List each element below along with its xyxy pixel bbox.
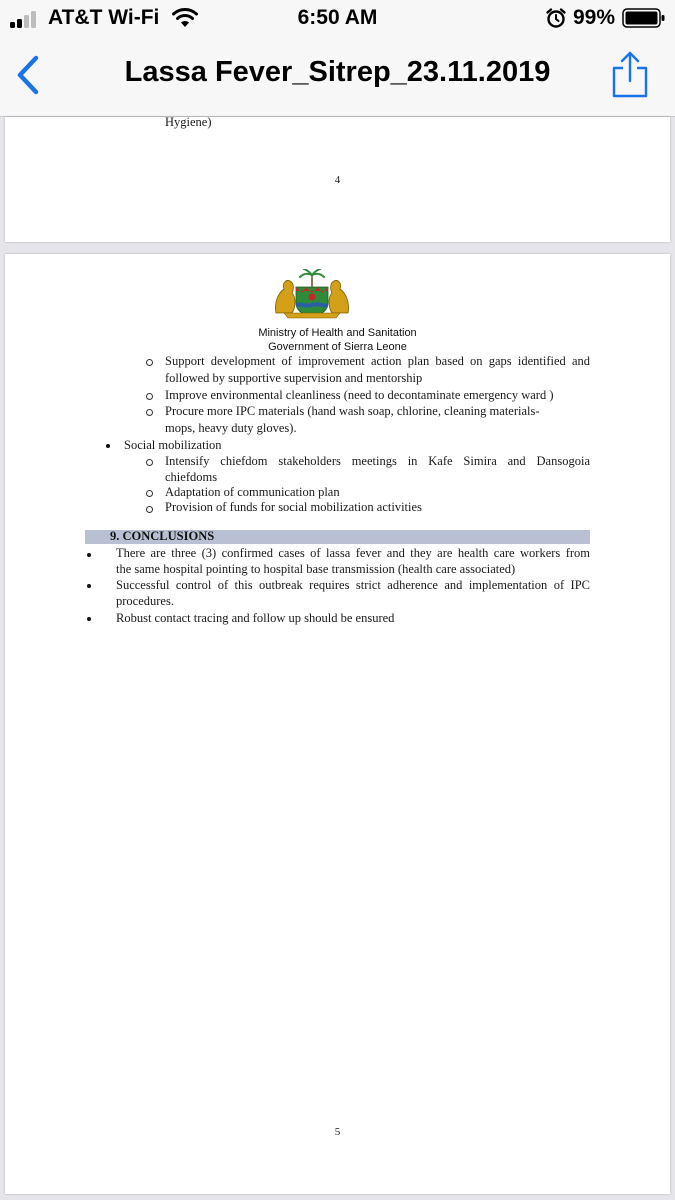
list-item-continued: the same hospital pointing to hospital base transmission (health care associated) <box>116 562 516 576</box>
bullet <box>87 553 91 557</box>
ministry-name: Ministry of Health and Sanitation <box>258 327 417 339</box>
list-item: Improve environmental cleanliness (need to decontaminate emergency ward ) <box>165 388 554 402</box>
battery-percent: 99% <box>573 6 616 29</box>
status-bar <box>0 0 675 36</box>
list-item: Support development of improvement action plan based on gaps identified and <box>165 354 590 368</box>
sub-bullet <box>146 506 153 513</box>
bullet <box>87 584 91 588</box>
page-number: 4 <box>334 174 341 186</box>
list-item: Procure more IPC materials (hand wash soap, chlorine, cleaning materials- <box>165 404 540 418</box>
list-item: Provision of funds for social mobilization activities <box>165 500 422 514</box>
list-item: Robust contact tracing and follow up should be ensured <box>116 611 395 625</box>
navigation-bar <box>0 36 675 117</box>
sub-bullet <box>146 393 153 400</box>
sub-bullet <box>146 490 153 497</box>
bullet <box>106 444 110 448</box>
list-item: Adaptation of communication plan <box>165 485 340 499</box>
page-number: 5 <box>334 1126 341 1138</box>
document-page-5 <box>5 254 670 1194</box>
letterhead <box>5 326 670 354</box>
government-name: Government of Sierra Leone <box>268 341 407 353</box>
share-button[interactable] <box>608 50 652 100</box>
coat-of-arms-logo <box>270 269 354 319</box>
document-page-4 <box>5 117 670 242</box>
section-heading: 9. CONCLUSIONS <box>110 529 215 543</box>
list-item: There are three (3) confirmed cases of lassa fever and they are health care workers from <box>116 546 590 560</box>
carrier-name: AT&T Wi-Fi <box>48 6 160 29</box>
sub-bullet <box>146 459 153 466</box>
back-button[interactable] <box>10 52 50 98</box>
trailing-text: Hygiene) <box>165 115 212 129</box>
list-item-continued: procedures. <box>116 594 174 608</box>
alarm-icon <box>545 7 567 29</box>
sub-bullet <box>146 359 153 366</box>
list-item-heading: Social mobilization <box>124 438 222 452</box>
chevron-left-icon <box>10 52 50 98</box>
sub-bullet <box>146 409 153 416</box>
document-title: Lassa Fever_Sitrep_23.11.2019 <box>124 56 551 88</box>
clock-time: 6:50 AM <box>297 6 378 29</box>
list-item-continued: chiefdoms <box>165 470 218 484</box>
battery-icon <box>622 7 666 29</box>
list-item: Successful control of this outbreak requires strict adherence and implementation of IPC <box>116 578 590 592</box>
bullet <box>87 617 91 621</box>
section-heading-bar <box>85 530 590 544</box>
list-item-continued: followed by supportive supervision and mentorship <box>165 371 423 385</box>
list-item: Intensify chiefdom stakeholders meetings in Kafe Simira and Dansogoia <box>165 454 590 468</box>
list-item-continued: mops, heavy duty gloves). <box>165 421 297 435</box>
share-icon <box>608 50 652 100</box>
